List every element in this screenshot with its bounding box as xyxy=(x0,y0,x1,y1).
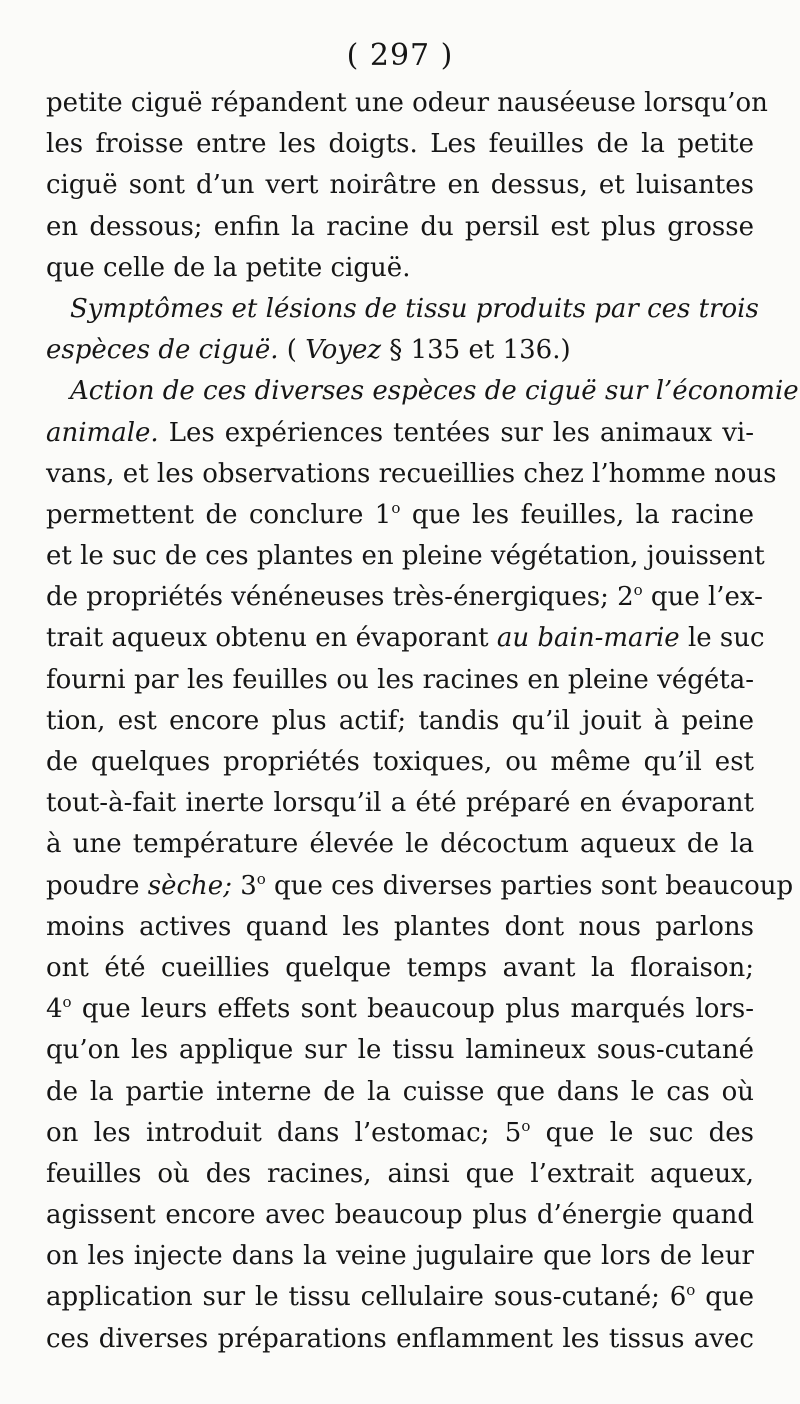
text-segment: feuilles où des racines, ainsi que l’extrait aqueux, xyxy=(46,1158,754,1189)
text-line xyxy=(46,866,794,907)
text-line xyxy=(46,330,754,371)
text-line xyxy=(46,1154,754,1195)
text-line xyxy=(46,1236,754,1277)
text-segment: les froisse entre les doigts. Les feuilles de la petite xyxy=(46,129,754,160)
text-line xyxy=(46,83,768,124)
text-line xyxy=(46,248,754,289)
text-line xyxy=(46,1277,754,1318)
text-line xyxy=(46,1072,754,1113)
text-segment: tion, est encore plus actif; tandis qu’il jouit à peine xyxy=(46,705,754,736)
text-segment: que l’ex- xyxy=(642,582,763,613)
text-segment: ( xyxy=(278,335,306,366)
italic-text: Voyez xyxy=(305,335,382,366)
text-segment: 3 xyxy=(231,870,257,901)
text-segment: et le suc de ces plantes en pleine végétation, jouissent xyxy=(46,541,765,572)
ordinal-superscript: o xyxy=(62,993,72,1012)
text-line xyxy=(46,618,765,659)
text-line xyxy=(46,824,754,865)
text-line xyxy=(46,1030,754,1071)
text-segment: on les injecte dans la veine jugulaire que lors de leur xyxy=(46,1241,754,1272)
ordinal-superscript: o xyxy=(686,1281,696,1300)
text-segment: en dessous; enfin la racine du persil est plus grosse xyxy=(46,211,754,242)
text-line xyxy=(46,577,763,618)
italic-text: animale. xyxy=(46,417,159,448)
text-line xyxy=(46,1195,754,1236)
text-segment: ces diverses préparations enflamment les tissus avec xyxy=(46,1323,754,1354)
text-line xyxy=(46,371,799,412)
italic-text: au bain-marie xyxy=(496,623,680,654)
text-segment: que xyxy=(695,1282,754,1313)
text-segment: Les expériences tentées sur les animaux vi- xyxy=(158,417,754,448)
text-segment: agissent encore avec beaucoup plus d’énergie quand xyxy=(46,1200,754,1231)
ordinal-superscript: o xyxy=(521,1116,531,1135)
text-line xyxy=(46,783,754,824)
text-line xyxy=(46,413,754,454)
text-segment: § 135 et 136.) xyxy=(381,335,571,366)
text-segment: poudre xyxy=(46,870,148,901)
text-line xyxy=(46,495,754,536)
text-segment: à une température élevée le décoctum aqueux de la xyxy=(46,829,754,860)
text-segment: vans, et les observations recueillies chez l’homme nous xyxy=(46,458,777,489)
text-line xyxy=(46,989,754,1030)
text-line xyxy=(46,207,754,248)
text-segment: application sur le tissu cellulaire sous-cutané; 6 xyxy=(46,1282,687,1313)
italic-text: Action de ces diverses espèces de ciguë sur l’économie xyxy=(70,376,799,407)
page-edge xyxy=(560,1388,800,1390)
text-line xyxy=(46,536,765,577)
page-number: ( 297 ) xyxy=(346,38,454,73)
text-line xyxy=(46,289,759,330)
text-segment: ciguë sont d’un vert noirâtre en dessus, et luisantes xyxy=(46,170,754,201)
text-segment: petite ciguë répandent une odeur nauséeuse lorsqu’on xyxy=(46,88,768,118)
text-segment: moins actives quand les plantes dont nous parlons xyxy=(46,911,754,942)
text-line xyxy=(46,742,754,783)
text-segment: qu’on les applique sur le tissu lamineux sous-cutané xyxy=(46,1035,754,1066)
ordinal-superscript: o xyxy=(633,581,643,600)
text-segment: tout-à-fait inerte lorsqu’il a été préparé en évaporant xyxy=(46,788,754,819)
text-segment: de quelques propriétés toxiques, ou même qu’il est xyxy=(46,747,754,777)
text-line xyxy=(46,907,754,948)
text-segment: fourni par les feuilles ou les racines en pleine végéta- xyxy=(46,664,754,695)
text-segment: on les introduit dans l’estomac; 5 xyxy=(46,1117,522,1148)
text-line xyxy=(46,454,777,495)
italic-text: Symptômes et lésions de tissu produits par ces trois xyxy=(70,293,759,324)
text-line xyxy=(46,165,754,206)
text-line xyxy=(46,948,754,989)
text-line xyxy=(46,124,754,165)
text-segment: que ces diverses parties sont beaucoup xyxy=(265,870,794,901)
ordinal-superscript: o xyxy=(256,869,266,888)
text-segment: de propriétés vénéneuses très-énergiques; 2 xyxy=(46,582,634,613)
text-segment: que leurs effets sont beaucoup plus marqués lors- xyxy=(71,994,754,1025)
text-segment: le suc xyxy=(679,623,765,654)
text-segment: ont été cueillies quelque temps avant la floraison; xyxy=(46,952,754,983)
text-segment: que le suc des xyxy=(530,1117,755,1148)
text-line xyxy=(46,1113,754,1154)
text-segment: trait aqueux obtenu en évaporant xyxy=(46,623,497,654)
text-segment: de la partie interne de la cuisse que dans le cas où xyxy=(46,1076,754,1107)
text-segment: permettent de conclure 1 xyxy=(46,499,392,530)
italic-text: sèche; xyxy=(147,870,232,901)
text-line xyxy=(46,1319,754,1360)
body-text xyxy=(46,83,799,1360)
text-segment: que les feuilles, la racine xyxy=(400,499,754,530)
text-segment: 4 xyxy=(46,994,63,1025)
text-segment: que celle de la petite ciguë. xyxy=(46,252,411,283)
ordinal-superscript: o xyxy=(391,498,401,517)
italic-text: espèces de ciguë. xyxy=(46,335,279,366)
text-line xyxy=(46,660,754,701)
text-line xyxy=(46,701,754,742)
